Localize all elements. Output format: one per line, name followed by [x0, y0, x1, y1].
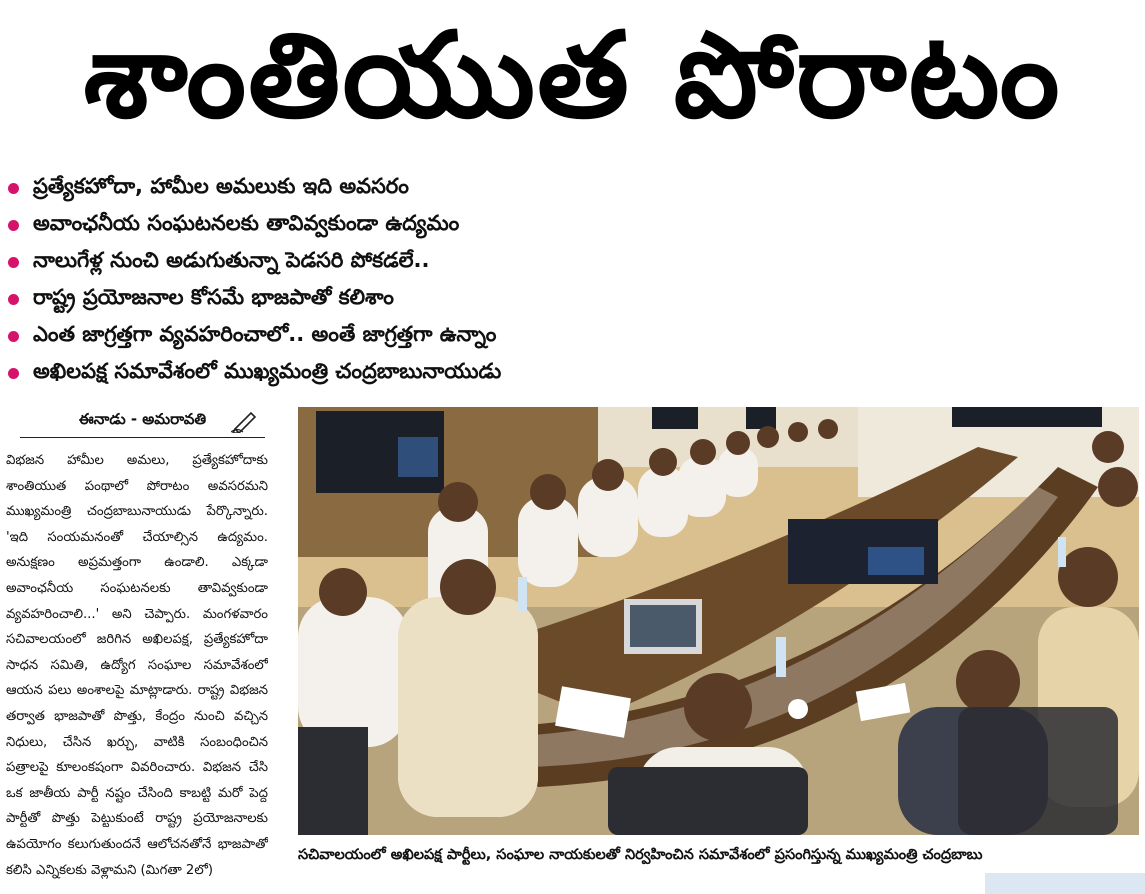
highlight-text: ప్రత్యేకహోదా, హామీల అమలుకు ఇది అవసరం	[33, 173, 409, 198]
meeting-photo	[298, 407, 1139, 835]
highlight-item	[8, 281, 708, 318]
highlight-text: అఖిలపక్ష సమావేశంలో ముఖ్యమంత్రి చంద్రబాబునాయుడు	[33, 358, 502, 383]
headline: శాంతియుత పోరాటం	[83, 6, 1062, 144]
photo-caption: సచివాలయంలో అఖిలపక్ష పార్టీలు, సంఘాల నాయకులతో నిర్వహించిన సమావేశంలో ప్రసంగిస్తున్న ముఖ్యమంత్రి చంద్రబాబు	[298, 847, 983, 863]
highlight-text: అవాంఛనీయ సంఘటనలకు తావివ్వకుండా ఉద్యమం	[33, 210, 460, 235]
highlight-text: రాష్ట్ర ప్రయోజనాల కోసమే భాజపాతో కలిశాం	[33, 284, 394, 309]
article-body: విభజన హామీల అమలు, ప్రత్యేకహోదాకు శాంతియుత పంథాలో పోరాటం అవసరమని ముఖ్యమంత్రి చంద్రబాబునాయుడు పేర్కొన్నారు. 'ఇది సంయమనంతో చేయాల్సిన ఉద్యమం. అనుక్షణం అప్రమత్తంగా ఉండాలి. ఎక్కడా అవాంఛనీయ సంఘటనలకు తావివ్వకుండా వ్యవహరించాలి...' అని చెప్పారు. మంగళవారం సచివాలయంలో జరిగిన అఖిలపక్ష, ప్రత్యేకహోదా సాధన సమితి, ఉద్యోగ సంఘాల సమావేశంలో ఆయన పలు అంశాలపై మాట్లాడారు. రాష్ట్ర విభజన తర్వాత భాజపాతో పొత్తు, కేంద్రం నుంచి వచ్చిన నిధులు, చేసిన ఖర్చు, వాటికి సంబంధించిన పత్రాలపై కూలంకషంగా వివరించారు. విభజన చేసి ఒక జాతీయ పార్టీ నష్టం చేసింది కాబట్టి మరో పెద్ద పార్టీతో పొత్తు పెట్టుకుంటే రాష్ట్ర ప్రయోజనాలకు ఉపయోగం కలుగుతుందనే ఆలోచనతోనే భాజపాతో కలిసి ఎన్నికలకు వెళ్లామని (మిగతా 2లో)	[6, 453, 268, 878]
highlights-list	[8, 170, 708, 392]
highlight-item	[8, 244, 708, 281]
highlight-item	[8, 207, 708, 244]
bullet-dot-icon	[8, 220, 19, 231]
pen-icon	[231, 409, 259, 433]
bullet-dot-icon	[8, 183, 19, 194]
highlight-item	[8, 318, 708, 355]
byline-text: ఈనాడు - అమరావతి	[78, 410, 207, 428]
highlight-item	[8, 355, 708, 392]
page-corner-tab	[985, 873, 1145, 894]
bullet-dot-icon	[8, 368, 19, 379]
highlight-item	[8, 170, 708, 207]
bullet-dot-icon	[8, 294, 19, 305]
highlight-text: ఎంత జాగ్రత్తగా వ్యవహరించాలో.. అంతే జాగ్రత్తగా ఉన్నాం	[33, 321, 497, 346]
highlight-text: నాలుగేళ్ల నుంచి అడుగుతున్నా పెడసరి పోకడలే..	[33, 247, 430, 272]
bullet-dot-icon	[8, 331, 19, 342]
bullet-dot-icon	[8, 257, 19, 268]
byline	[20, 405, 265, 438]
